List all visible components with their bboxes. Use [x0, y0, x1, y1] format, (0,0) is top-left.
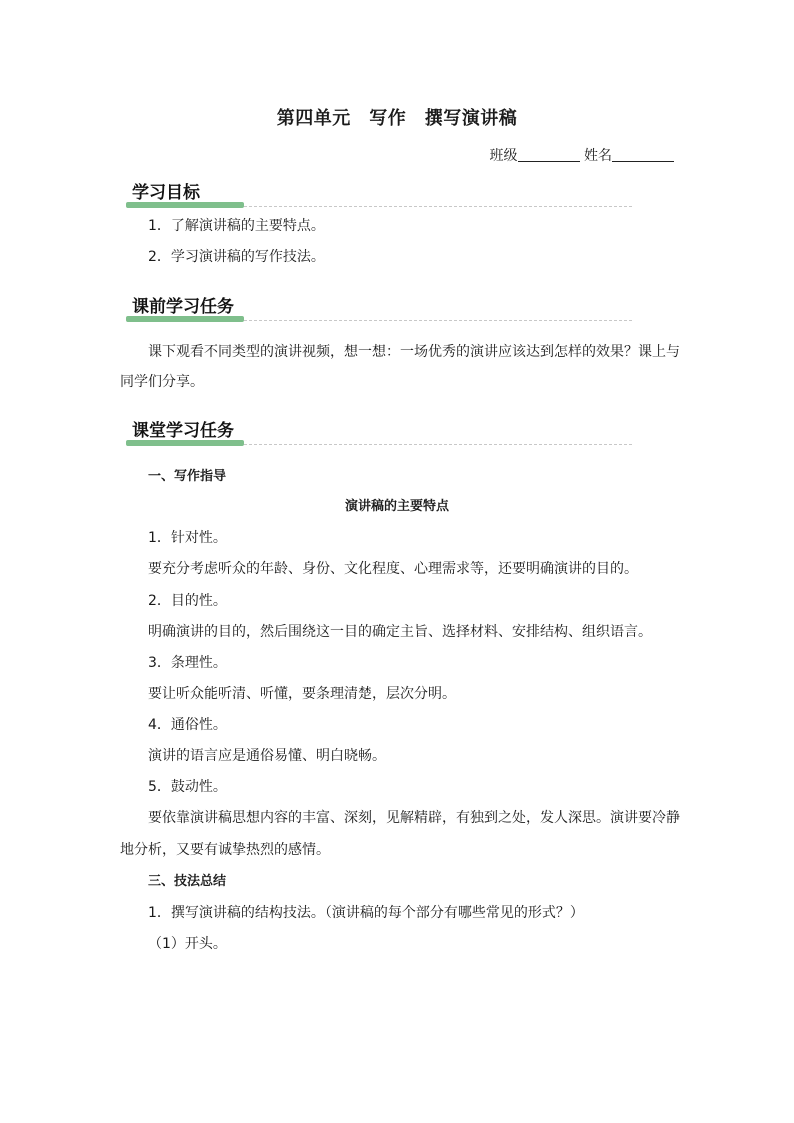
- class-blank: [518, 147, 580, 162]
- point-text-4: 演讲的语言应是通俗易懂、明白晓畅。: [148, 748, 386, 764]
- subheading-technique-summary: 三、技法总结: [148, 874, 227, 889]
- section-heading-in-class: [120, 420, 632, 446]
- section-heading-goals: [120, 182, 632, 208]
- technique-item-1-sub-opening: （1）开头。: [148, 936, 227, 952]
- heading-label: 课堂学习任务: [132, 421, 234, 441]
- point-text-2: 明确演讲的目的，然后围绕这一目的确定主旨、选择材料、安排结构、组织语言。: [148, 624, 652, 640]
- center-title: 演讲稿的主要特点: [344, 499, 449, 514]
- point-label-2: 2．目的性。: [148, 593, 227, 609]
- name-blank: [612, 147, 674, 162]
- class-name-line: [490, 145, 674, 165]
- point-text-5-line1: 要依靠演讲稿思想内容的丰富、深刻，见解精辟，有独到之处，发人深思。演讲要冷静: [148, 810, 680, 826]
- point-label-5: 5．鼓动性。: [148, 779, 227, 795]
- heading-label: 学习目标: [132, 183, 200, 203]
- point-text-5-line2: 地分析，又要有诚挚热烈的感情。: [120, 842, 330, 858]
- point-text-1: 要充分考虑听众的年龄、身份、文化程度、心理需求等，还要明确演讲的目的。: [148, 561, 638, 577]
- name-label: 姓名: [584, 148, 612, 164]
- heading-dashed-rule: [244, 320, 632, 321]
- pre-class-paragraph-line1: 课下观看不同类型的演讲视频，想一想：一场优秀的演讲应该达到怎样的效果？课上与: [148, 344, 680, 360]
- point-text-3: 要让听众能听清、听懂，要条理清楚，层次分明。: [148, 686, 456, 702]
- point-label-4: 4．通俗性。: [148, 717, 227, 733]
- goal-item-1: 1．了解演讲稿的主要特点。: [148, 218, 325, 234]
- point-label-3: 3．条理性。: [148, 655, 227, 671]
- goal-item-2: 2．学习演讲稿的写作技法。: [148, 249, 325, 265]
- heading-dashed-rule: [244, 206, 632, 207]
- class-label: 班级: [489, 148, 518, 164]
- page-title: 第四单元 写作 撰写演讲稿: [276, 108, 518, 129]
- heading-dashed-rule: [244, 444, 632, 445]
- technique-item-1: 1．撰写演讲稿的结构技法。（演讲稿的每个部分有哪些常见的形式？）: [148, 905, 584, 921]
- point-label-1: 1．针对性。: [148, 530, 227, 546]
- pre-class-paragraph-line2: 同学们分享。: [120, 374, 204, 390]
- subheading-writing-guide: 一、写作指导: [148, 469, 227, 484]
- heading-label: 课前学习任务: [132, 297, 234, 317]
- section-heading-pre-class: [120, 296, 632, 322]
